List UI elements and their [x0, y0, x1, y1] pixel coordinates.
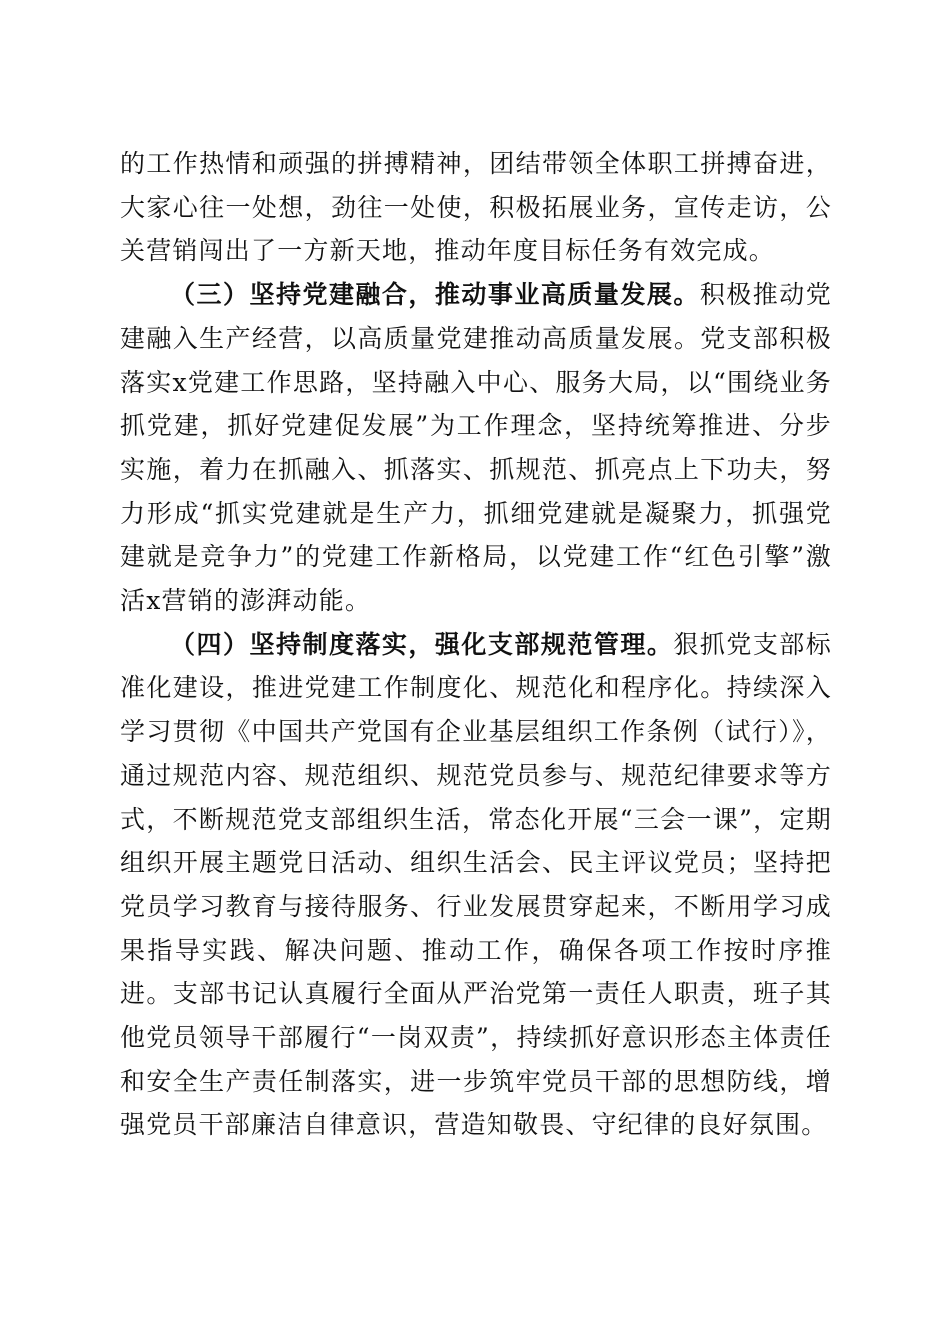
section-heading-4: （四）坚持制度落实，强化支部规范管理。 [170, 629, 674, 659]
paragraph-continuation [120, 142, 832, 273]
paragraph-section-4 [120, 623, 832, 1147]
section-heading-3: （三）坚持党建融合，推动事业高质量发展。 [170, 280, 700, 310]
paragraph-text: 积极推动党建融入生产经营，以高质量党建推动高质量发展。党支部积极落实x党建工作思路，坚持融入中心、服务大局，以“围绕业务抓党建，抓好党建促发展”为工作理念，坚持统筹推进、分步实施，着力在抓融入、抓落实、抓规范、抓亮点上下功夫，努力形成“抓实党建就是生产力，抓细党建就是凝聚力，抓强党建就是竞争力”的党建工作新格局，以党建工作“红色引擎”激活x营销的澎湃动能。 [120, 280, 832, 616]
paragraph-section-3 [120, 273, 832, 623]
paragraph-text: 的工作热情和顽强的拼搏精神，团结带领全体职工拼搏奋进，大家心往一处想，劲往一处使，积极拓展业务，宣传走访，公关营销闯出了一方新天地，推动年度目标任务有效完成。 [120, 149, 832, 266]
document-body [120, 142, 832, 1147]
paragraph-text: 狠抓党支部标准化建设，推进党建工作制度化、规范化和程序化。持续深入学习贯彻《中国共产党国有企业基层组织工作条例（试行）》，通过规范内容、规范组织、规范党员参与、规范纪律要求等方式，不断规范党支部组织生活，常态化开展“三会一课”，定期组织开展主题党日活动、组织生活会、民主评议党员；坚持把党员学习教育与接待服务、行业发展贯穿起来，不断用学习成果指导实践、解决问题、推动工作，确保各项工作按时序推进。支部书记认真履行全面从严治党第一责任人职责，班子其他党员领导干部履行“一岗双责”，持续抓好意识形态主体责任和安全生产责任制落实，进一步筑牢党员干部的思想防线，增强党员干部廉洁自律意识，营造知敬畏、守纪律的良好氛围。 [120, 629, 832, 1140]
